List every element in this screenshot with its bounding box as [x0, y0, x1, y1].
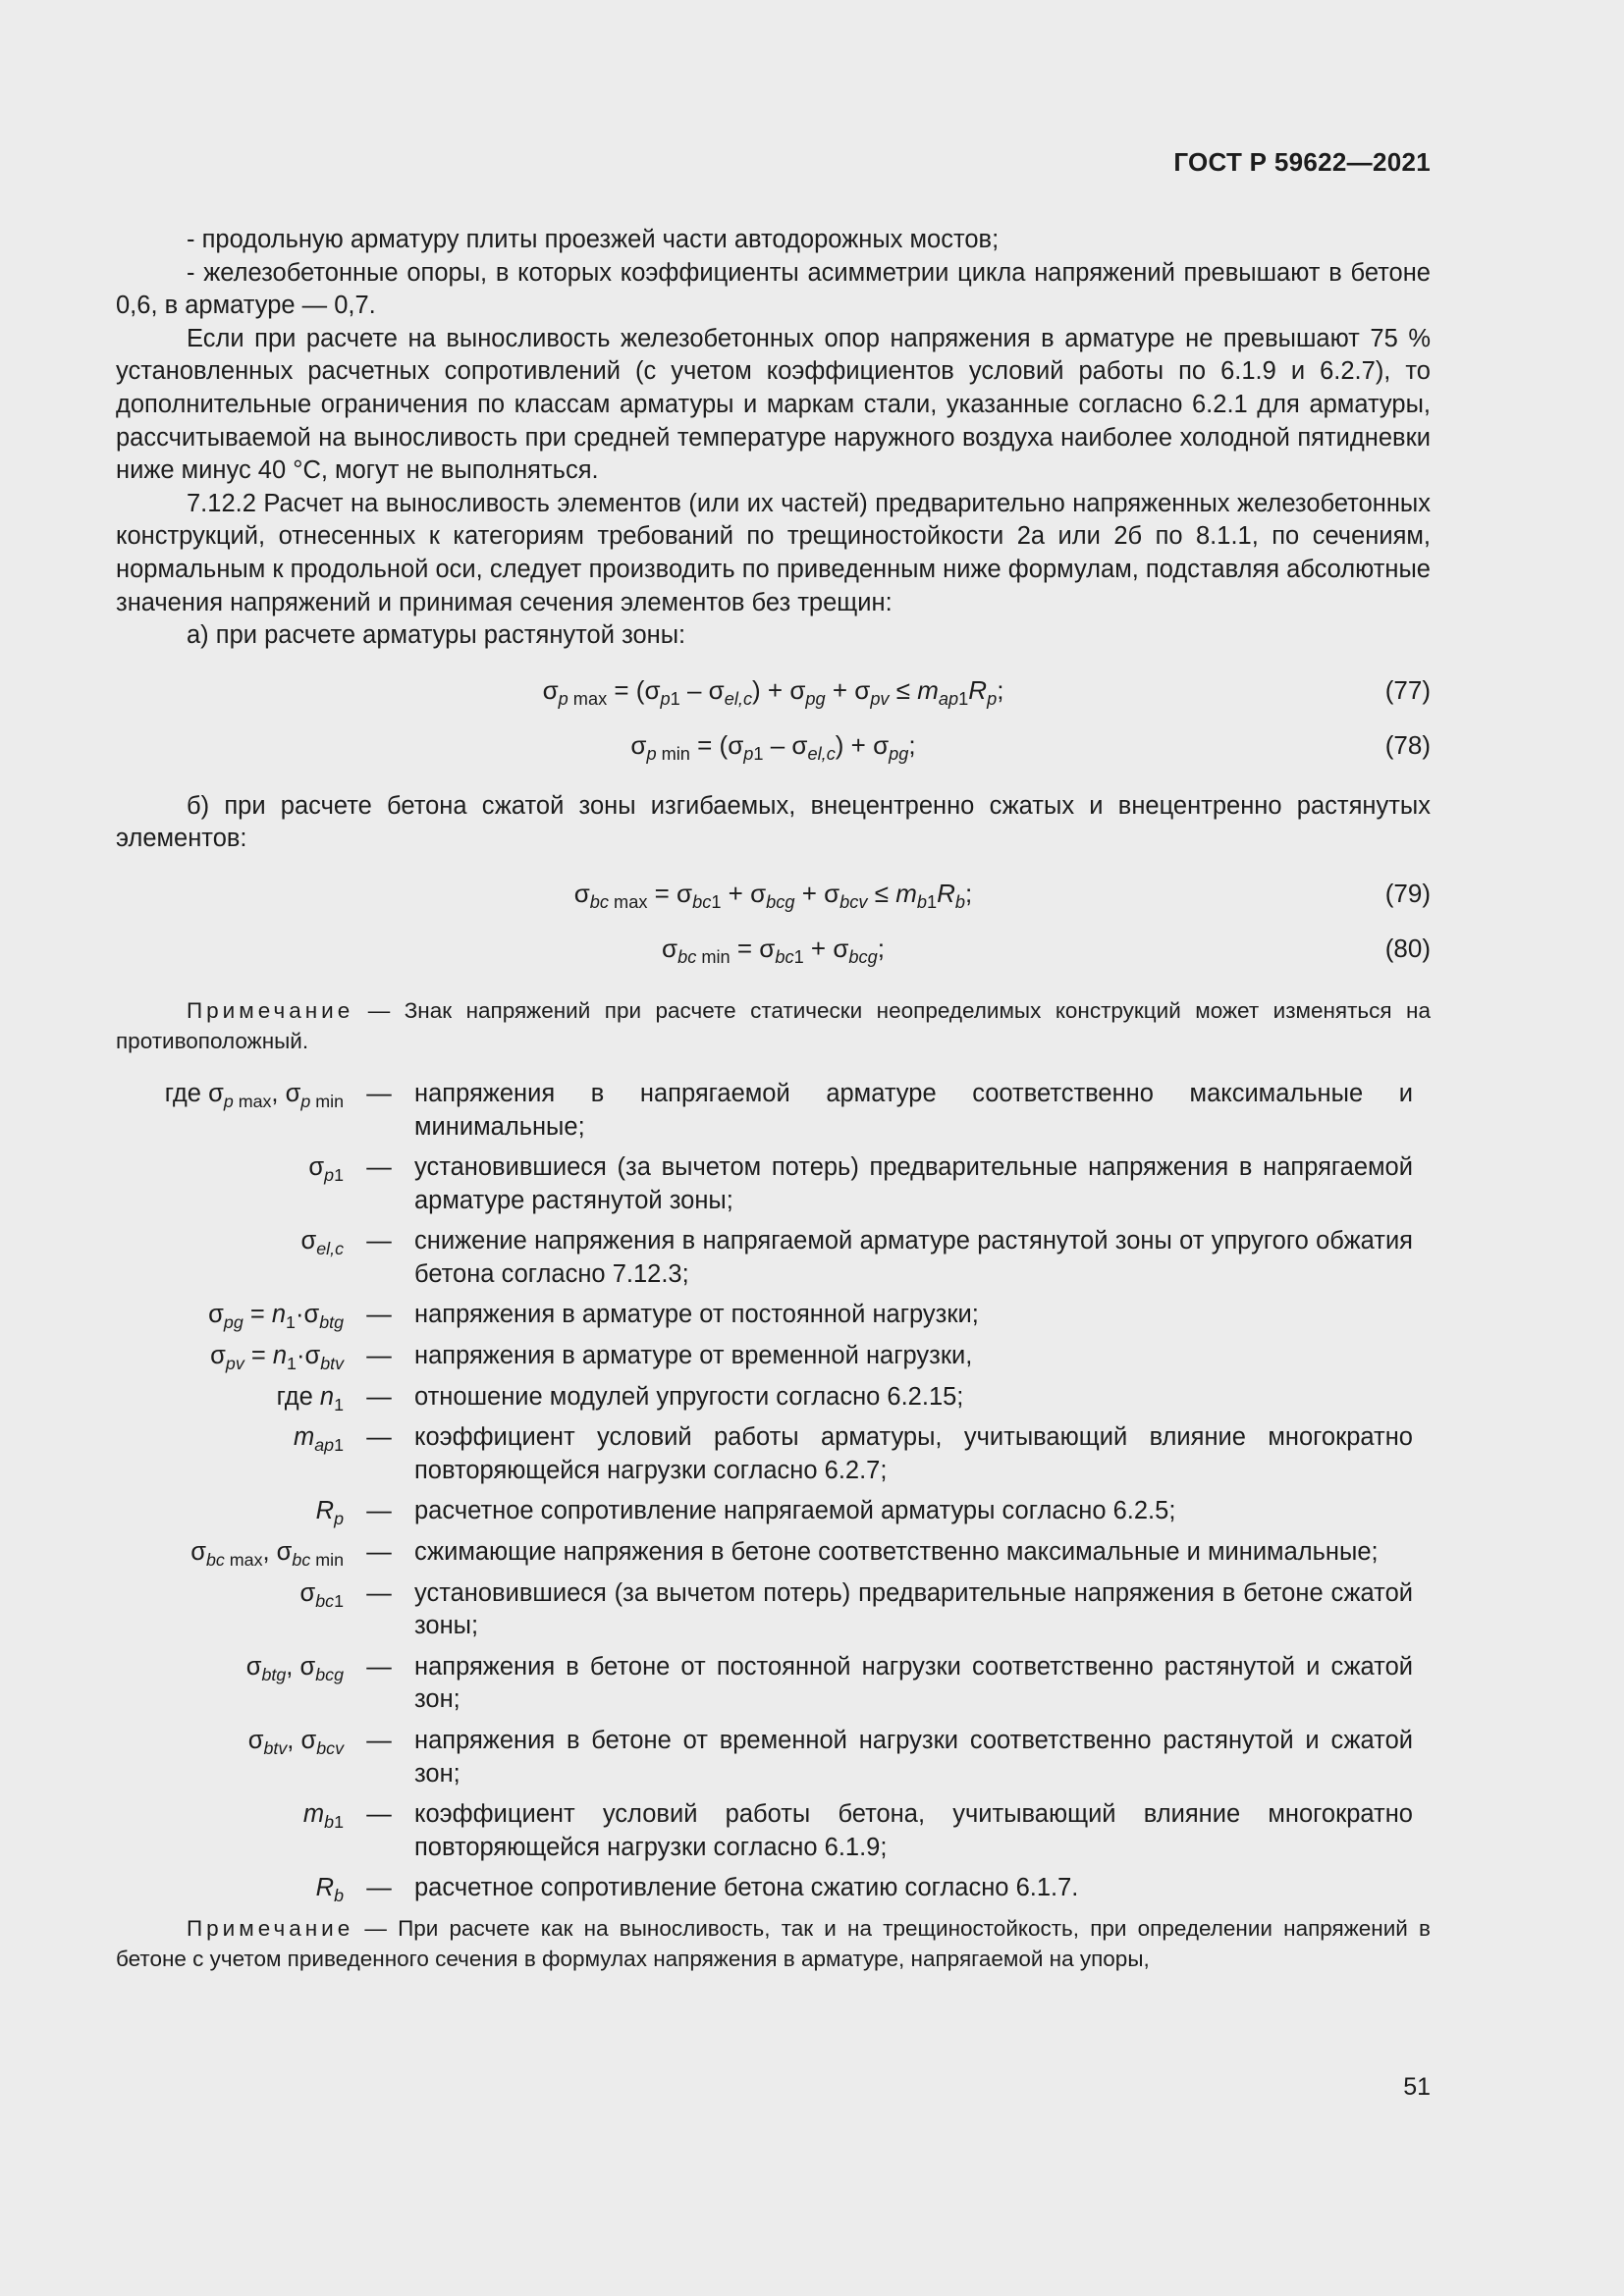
definition-item — [116, 1078, 1431, 1144]
definition-symbol: $\sigma_{pg} = n_1\cdot\sigma_{btg}$ — [208, 1301, 344, 1333]
formula-78 — [116, 720, 1431, 771]
paragraph: Если при расчете на выносливость железобетонных опор напряжения в арматуре не превышают 75 % установленных расчетных сопротивлений (с учетом коэффициентов условий работы по 6.1.9 и 6.2.7), то дополнительные ограничения по классам арматуры и маркам стали, указанные согласно 6.2.1 для арматуры, рассчитываемой на выносливость при средней температуре наружного воздуха наиболее холодной пятидневки ниже минус 40 °С, могут не выполняться. — [116, 324, 1431, 485]
note-label: Примечание — [187, 997, 354, 1023]
definition-item — [116, 1577, 1431, 1643]
definition-symbol: $\sigma_{el,c}$ — [300, 1227, 344, 1259]
definition-text: напряжения в напрягаемой арматуре соответственно максимальные и минимальные; — [414, 1079, 1413, 1141]
definition-item — [116, 1536, 1431, 1570]
formula-number: (78) — [1384, 729, 1431, 760]
definition-dash: — — [366, 1652, 392, 1681]
definition-text: напряжения в арматуре от постоянной нагрузки; — [414, 1301, 979, 1329]
definition-text: коэффициент условий работы арматуры, учитывающий влияние многократно повторяющейся нагрузки согласно 6.2.7; — [414, 1423, 1413, 1484]
definition-symbol: где $\sigma_{p max}$, $\sigma_{p min}$ — [164, 1079, 344, 1111]
document-body — [116, 224, 1431, 1974]
page-number: 51 — [1403, 2073, 1431, 2101]
definition-dash: — — [366, 1497, 392, 1525]
formula-number: (80) — [1384, 933, 1431, 963]
note-1 — [116, 995, 1431, 1056]
definition-text: установившиеся (за вычетом потерь) предварительные напряжения в бетоне сжатой зоны; — [414, 1578, 1413, 1640]
definition-text: расчетное сопротивление напрягаемой арматуры согласно 6.2.5; — [414, 1497, 1176, 1525]
definition-item — [116, 1151, 1431, 1217]
definition-item — [116, 1651, 1431, 1717]
formula-expression: $\sigma_{bc min} = \sigma_{bc1} + \sigma_{bcg}$; — [662, 933, 885, 967]
definition-item — [116, 1798, 1431, 1864]
formula-77 — [116, 665, 1431, 716]
definition-symbol: $m_{ap1}$ — [293, 1423, 344, 1456]
definition-text: установившиеся (за вычетом потерь) предварительные напряжения в напрягаемой арматуре растянутой зоны; — [414, 1153, 1413, 1214]
definition-symbol: $\sigma_{p1}$ — [308, 1153, 344, 1186]
definition-text: напряжения в арматуре от временной нагрузки, — [414, 1342, 973, 1370]
formula-number: (77) — [1384, 674, 1431, 705]
formula-expression: $\sigma_{p min} = (\sigma_{p1} - \sigma_{el,c}) + \sigma_{pg}$; — [630, 729, 916, 764]
definition-symbol: $\sigma_{pv} = n_1\cdot\sigma_{btv}$ — [210, 1342, 344, 1374]
definition-text: напряжения в бетоне от временной нагрузки соответственно растянутой и сжатой зон; — [414, 1727, 1413, 1788]
definition-text: отношение модулей упругости согласно 6.2.15; — [414, 1382, 964, 1411]
definition-dash: — — [366, 1301, 392, 1329]
definition-dash: — — [366, 1800, 392, 1829]
definition-dash: — — [366, 1382, 392, 1411]
definition-text: коэффициент условий работы бетона, учитывающий влияние многократно повторяющейся нагрузки согласно 6.1.9; — [414, 1800, 1413, 1861]
paragraph: - продольную арматуру плиты проезжей части автодорожных мостов; — [187, 226, 1000, 253]
definition-dash: — — [366, 1538, 392, 1567]
definition-symbol: $\sigma_{btv}$, $\sigma_{bcv}$ — [247, 1727, 344, 1758]
paragraph: - железобетонные опоры, в которых коэффициенты асимметрии цикла напряжений превышают в бетоне 0,6, в арматуре — 0,7. — [116, 258, 1431, 320]
definition-text: расчетное сопротивление бетона сжатию согласно 6.1.7. — [414, 1874, 1079, 1902]
definition-dash: — — [366, 1079, 392, 1107]
definition-dash: — — [366, 1423, 392, 1452]
paragraph: 7.12.2 Расчет на выносливость элементов (или их частей) предварительно напряженных железобетонных конструкций, отнесенных к категориям требований по трещиностойкости 2а или 2б по 8.1.1, по сечениям, нормальным к продольной оси, следует производить по приведенным ниже формулам, подставляя абсолютные значения напряжений и принимая сечения элементов без трещин: — [116, 489, 1431, 616]
definition-dash: — — [366, 1153, 392, 1182]
definition-symbol: где $n_1$ — [276, 1382, 344, 1415]
document-code: ГОСТ Р 59622—2021 — [1173, 147, 1431, 177]
formula-number: (79) — [1384, 878, 1431, 908]
note-label: Примечание — [187, 1915, 354, 1941]
definition-item — [116, 1872, 1431, 1905]
definition-symbol: $\sigma_{btg}$, $\sigma_{bcg}$ — [245, 1652, 344, 1684]
definition-symbol: $R_b$ — [315, 1874, 344, 1906]
definition-text: сжимающие напряжения в бетоне соответственно максимальные и минимальные; — [414, 1538, 1379, 1567]
definition-item — [116, 1381, 1431, 1415]
definition-symbol: $m_{b1}$ — [302, 1800, 344, 1833]
note-text: — Знак напряжений при расчете статически неопределимых конструкций может изменяться на противоположный. — [116, 997, 1431, 1053]
definition-dash: — — [366, 1227, 392, 1255]
definition-dash: — — [366, 1342, 392, 1370]
definition-dash: — — [366, 1874, 392, 1902]
formula-79 — [116, 868, 1431, 919]
definition-item — [116, 1725, 1431, 1790]
definition-item — [116, 1225, 1431, 1291]
definition-item — [116, 1421, 1431, 1487]
definition-dash: — — [366, 1727, 392, 1754]
note-2 — [116, 1913, 1431, 1974]
definition-dash: — — [366, 1578, 392, 1607]
definition-item — [116, 1340, 1431, 1373]
definition-item — [116, 1299, 1431, 1332]
note-text: — При расчете как на выносливость, так и на трещиностойкость, при определении напряжений в бетоне с учетом приведенного сечения в формулах напряжения в арматуре, напрягаемой на упоры, — [116, 1915, 1431, 1971]
formula-expression: $\sigma_{bc max} = \sigma_{bc1} + \sigma_{bcg} + \sigma_{bcv} \le m_{b1}R_b$; — [573, 878, 973, 912]
paragraph: б) при расчете бетона сжатой зоны изгибаемых, внецентренно сжатых и внецентренно растянутых элементов: — [116, 791, 1431, 853]
definition-text: напряжения в бетоне от постоянной нагрузки соответственно растянутой и сжатой зон; — [414, 1652, 1413, 1714]
formula-80 — [116, 923, 1431, 974]
paragraph: а) при расчете арматуры растянутой зоны: — [187, 621, 686, 650]
definition-text: снижение напряжения в напрягаемой арматуре растянутой зоны от упругого обжатия бетона согласно 7.12.3; — [414, 1227, 1413, 1288]
definitions-list — [116, 1078, 1431, 1905]
definition-item — [116, 1495, 1431, 1528]
formula-expression: $\sigma_{p max} = (\sigma_{p1} - \sigma_{el,c}) + \sigma_{pg} + \sigma_{pv} \le m_{ap1}R_p$; — [542, 674, 1004, 709]
definition-symbol: $\sigma_{bc1}$ — [299, 1578, 344, 1611]
definition-symbol: $R_p$ — [315, 1497, 344, 1529]
definition-symbol: $\sigma_{bc max}$, $\sigma_{bc min}$ — [190, 1538, 344, 1571]
